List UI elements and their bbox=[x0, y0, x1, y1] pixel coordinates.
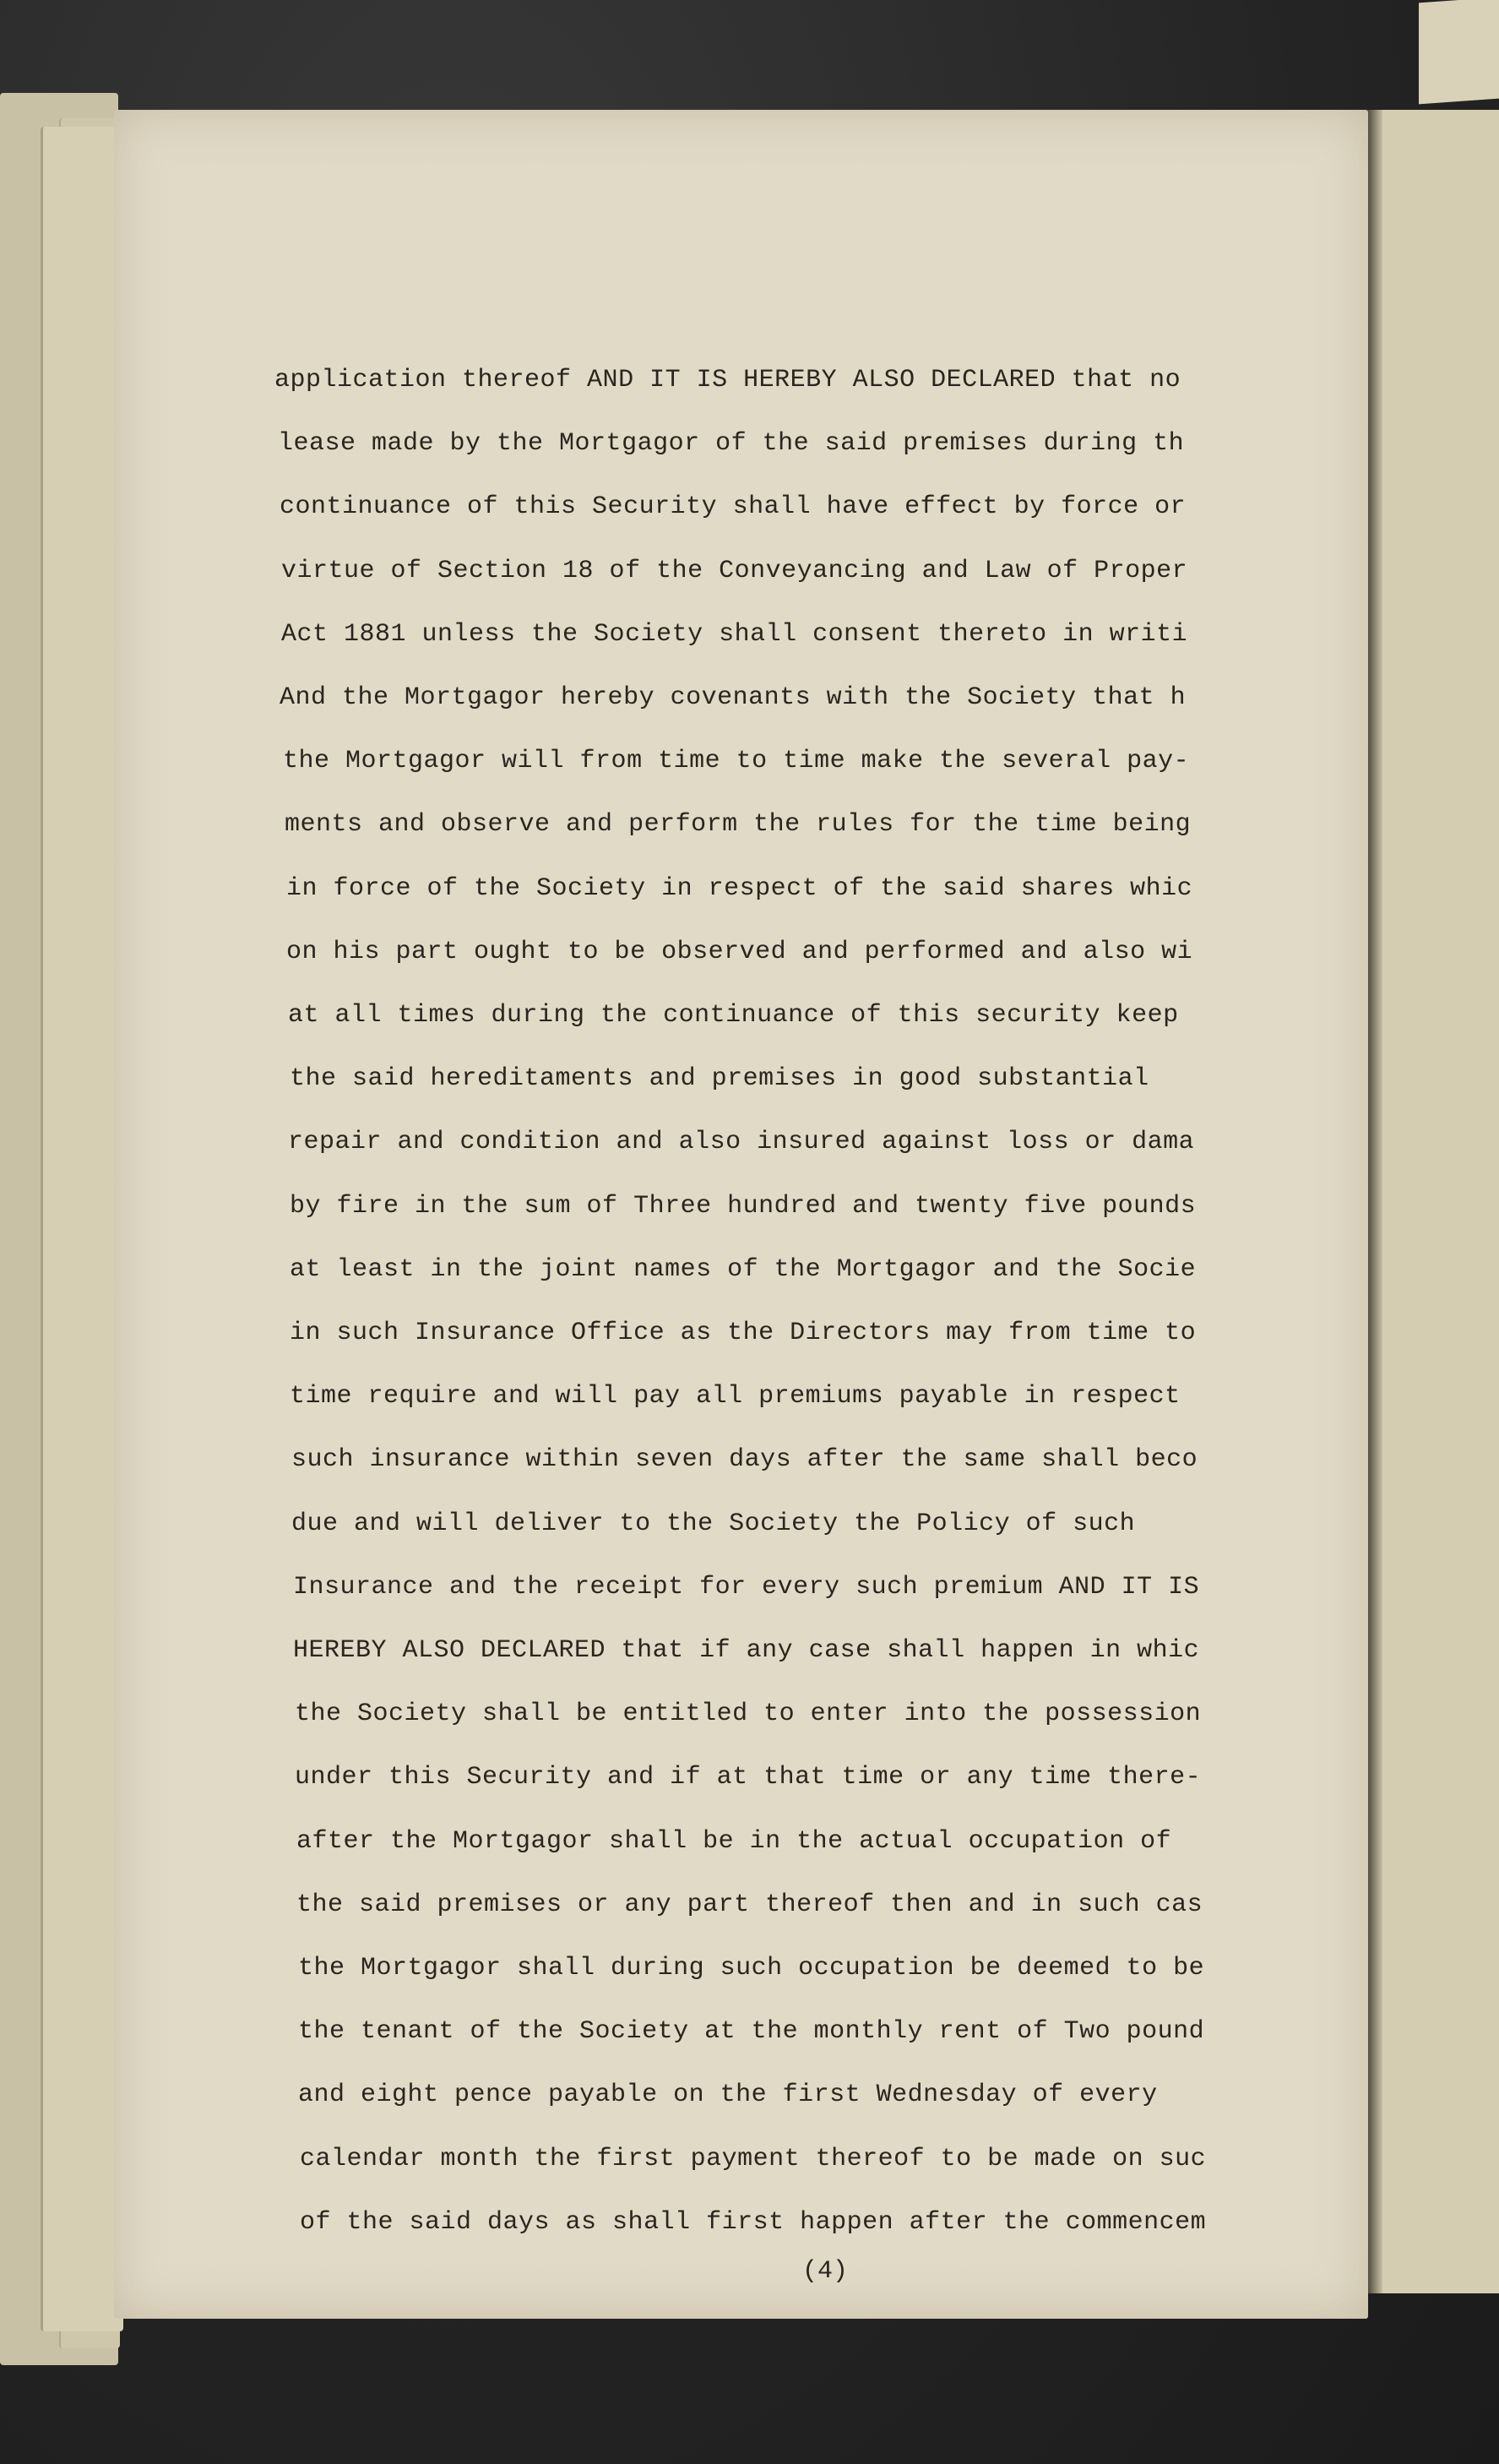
text-line: ments and observe and perform the rules for the time being bbox=[285, 810, 1192, 840]
typed-text-body bbox=[274, 363, 1364, 2264]
text-line: repair and condition and also insured against loss or dama bbox=[288, 1128, 1195, 1157]
text-line: under this Security and if at that time or any time there- bbox=[295, 1763, 1202, 1792]
text-line: time require and will pay all premiums payable in respect bbox=[290, 1382, 1181, 1411]
text-line: calendar month the first payment thereof to be made on suc bbox=[300, 2144, 1207, 2173]
text-line: due and will deliver to the Society the Policy of such bbox=[291, 1509, 1136, 1538]
text-line: of the said days as shall first happen after the commencem bbox=[300, 2207, 1207, 2237]
text-line: in force of the Society in respect of the said shares whic bbox=[286, 873, 1193, 903]
text-line: by fire in the sum of Three hundred and twenty five pounds bbox=[290, 1191, 1197, 1221]
text-line: the said premises or any part thereof then and in such cas bbox=[296, 1890, 1203, 1919]
adjacent-page bbox=[1375, 110, 1499, 2293]
text-line: Insurance and the receipt for every such premium AND IT IS bbox=[293, 1572, 1200, 1602]
page-tab bbox=[1419, 0, 1499, 104]
text-line: the Mortgagor shall during such occupation be deemed to be bbox=[298, 1954, 1205, 1983]
text-line: HEREBY ALSO DECLARED that if any case shall happen in whic bbox=[293, 1636, 1200, 1665]
text-line: the tenant of the Society at the monthly rent of Two pound bbox=[298, 2017, 1205, 2047]
text-line: on his part ought to be observed and performed and also wi bbox=[286, 937, 1193, 966]
text-line: lease made by the Mortgagor of the said premises during th bbox=[278, 429, 1185, 459]
text-line: Act 1881 unless the Society shall consent thereto in writi bbox=[281, 619, 1188, 649]
text-line: at all times during the continuance of this security keep bbox=[288, 1001, 1179, 1030]
page-number: (4) bbox=[802, 2257, 849, 2286]
text-line: at least in the joint names of the Mortgagor and the Socie bbox=[290, 1254, 1197, 1284]
text-line: after the Mortgagor shall be in the actual occupation of bbox=[296, 1826, 1172, 1856]
page-stack-edge-front bbox=[41, 127, 123, 2331]
text-line: the Mortgagor will from time to time make the several pay- bbox=[283, 747, 1190, 776]
text-line: the said hereditaments and premises in good substantial bbox=[290, 1064, 1149, 1094]
text-line: virtue of Section 18 of the Conveyancing and Law of Proper bbox=[281, 556, 1188, 585]
text-line: And the Mortgagor hereby covenants with the Society that h bbox=[280, 683, 1187, 712]
text-line: continuance of this Security shall have effect by force or bbox=[280, 492, 1187, 522]
text-line: application thereof AND IT IS HEREBY ALSO DECLARED that no bbox=[274, 366, 1181, 394]
text-line: such insurance within seven days after the same shall beco bbox=[291, 1445, 1198, 1475]
text-line: in such Insurance Office as the Directors may from time to bbox=[290, 1319, 1197, 1347]
text-line: the Society shall be entitled to enter into the possession bbox=[295, 1700, 1202, 1729]
text-line: and eight pence payable on the first Wednesday of every bbox=[298, 2081, 1158, 2110]
